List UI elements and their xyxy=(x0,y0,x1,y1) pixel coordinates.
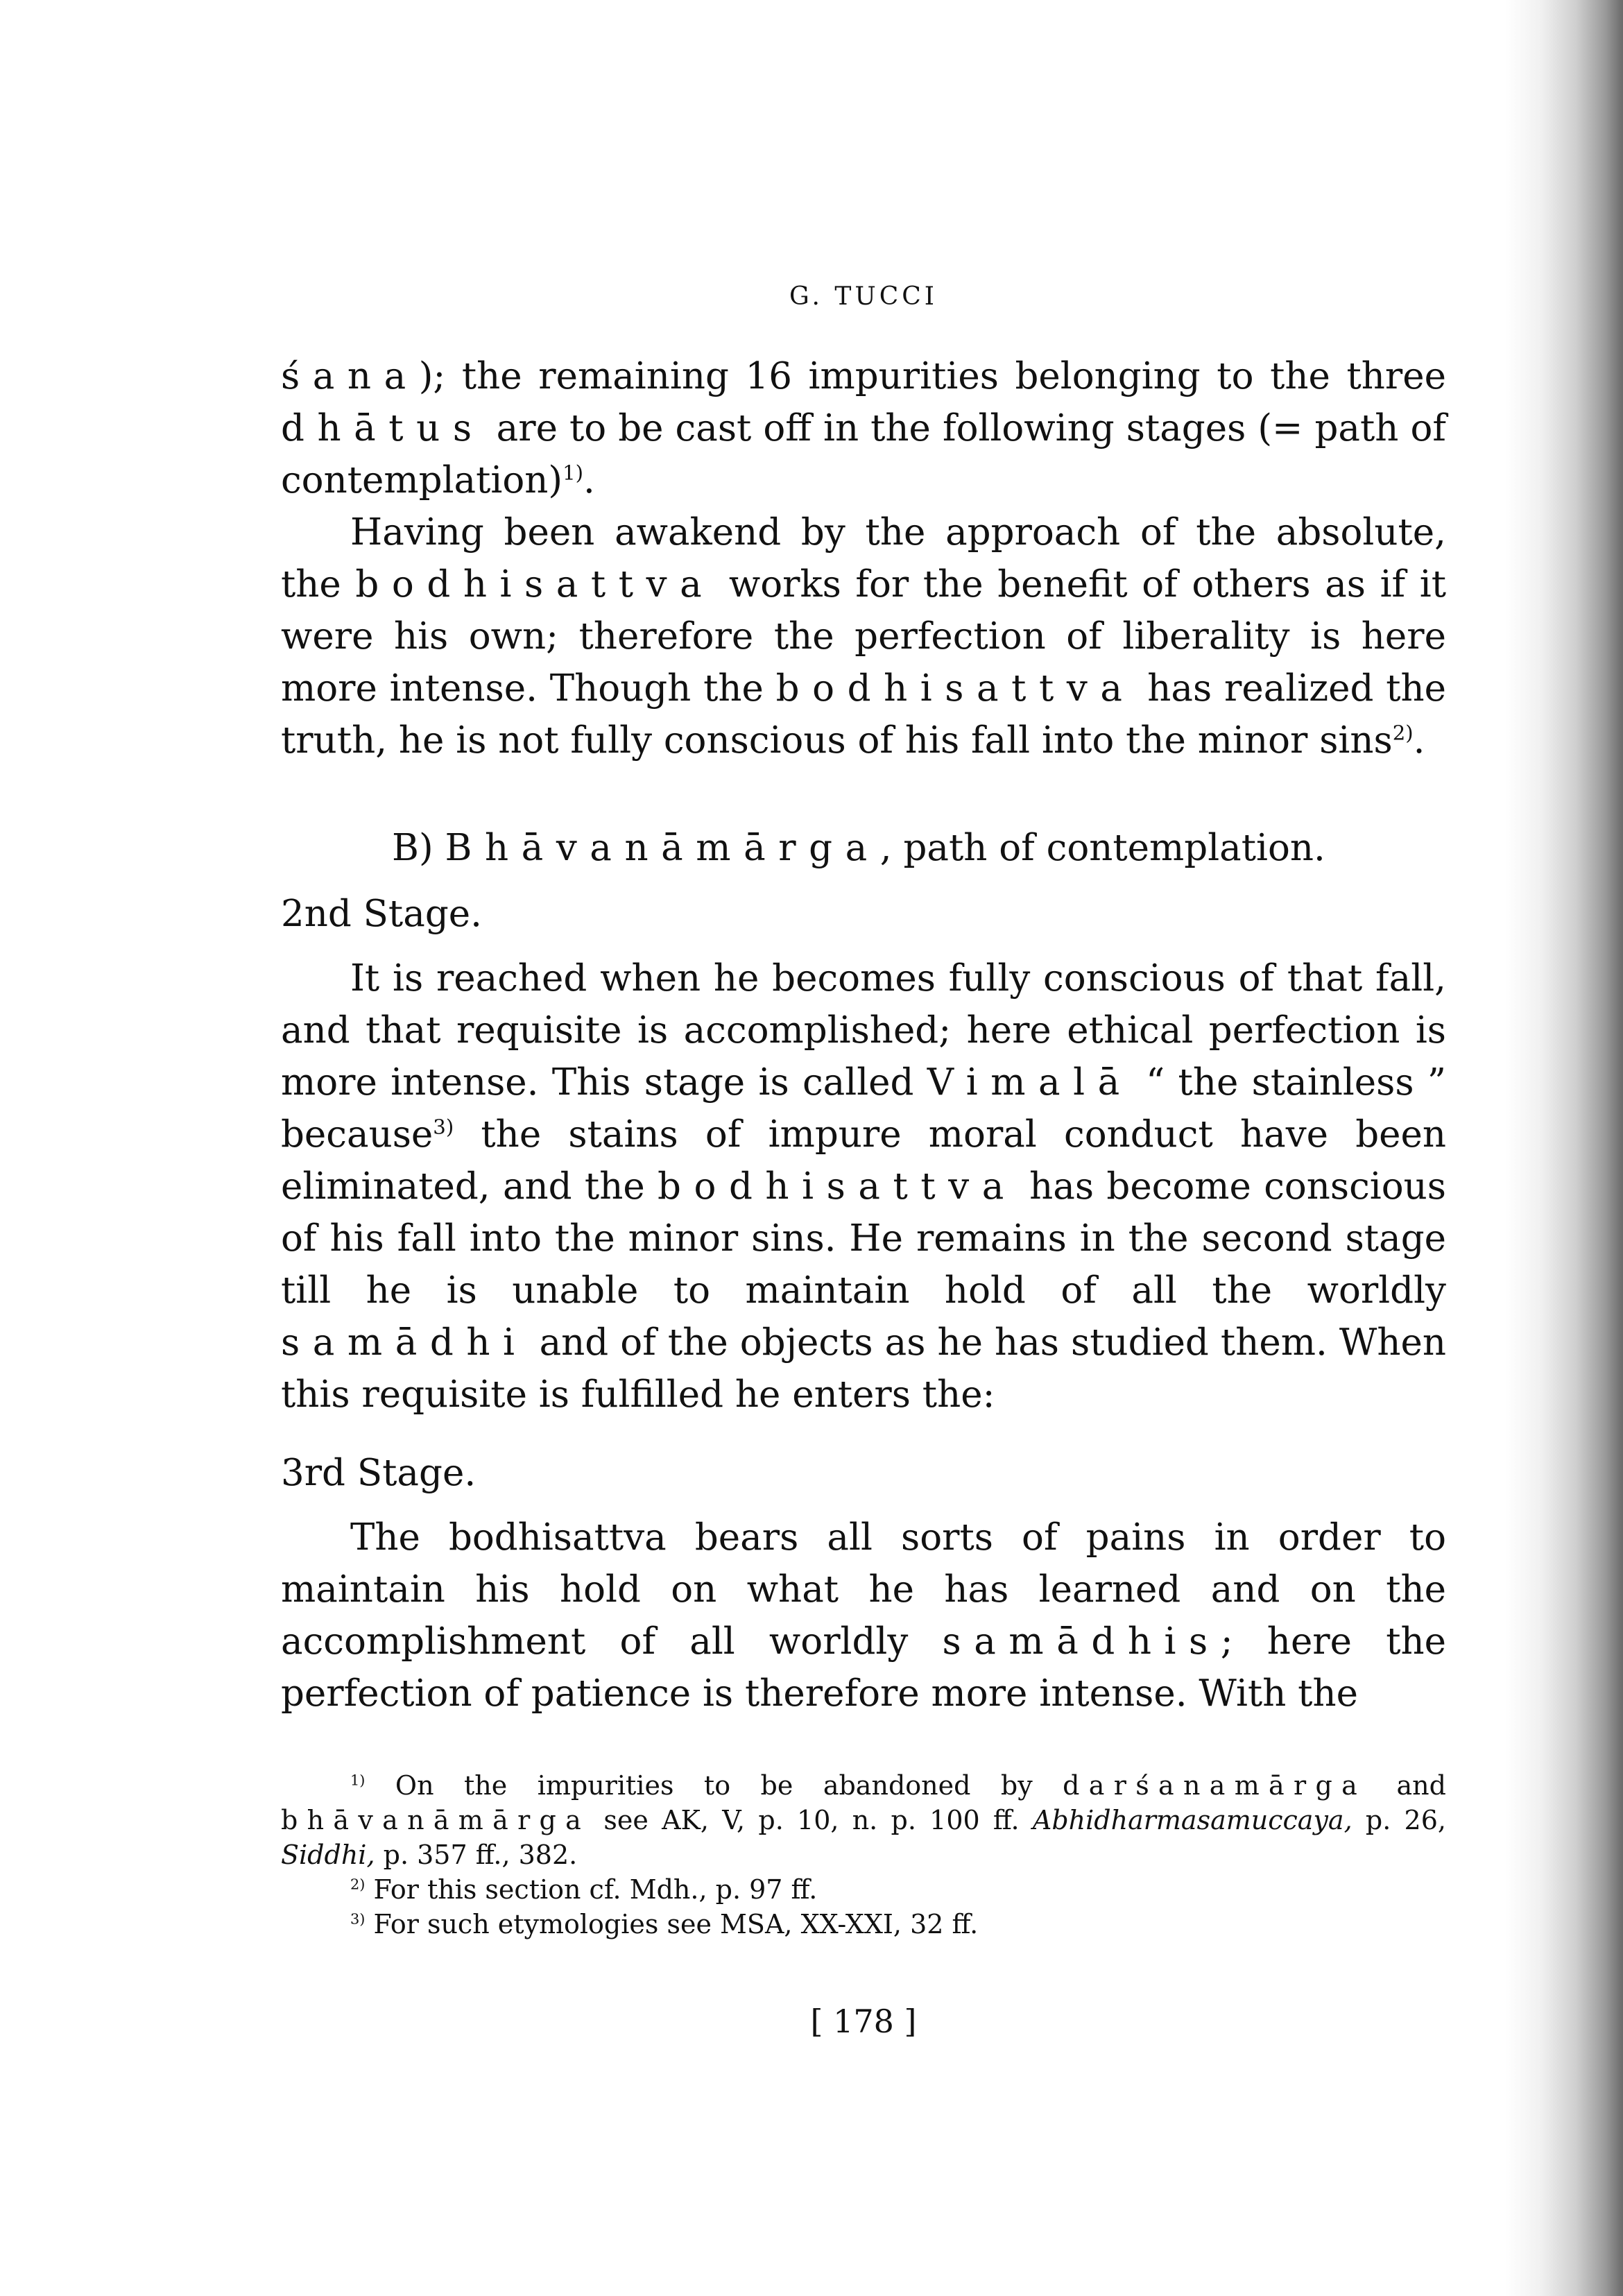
footnote-2: $^{2)}$ For this section cf. Mdh., p. 97 ff. xyxy=(350,1874,818,1905)
running-header: G. TUCCI xyxy=(789,282,938,311)
page-content xyxy=(281,271,1446,2048)
stage-2-heading: 2nd Stage. xyxy=(281,893,482,935)
footnote-ref-1: 1) xyxy=(563,461,584,485)
footnote-3: $^{3)}$ For such etymologies see MSA, XX-XXI, 32 ff. xyxy=(350,1909,979,1939)
page-number: [ 178 ] xyxy=(810,2003,917,2040)
page-gutter-shadow xyxy=(1505,0,1623,2296)
footnotes xyxy=(281,1768,1446,1942)
paragraph-1: śana); the remaining 16 impurities belonging to the three dhātus are to be cast off in the following stages (= path of contemplation)$^{1)}$. xyxy=(281,355,1446,502)
stage-3-heading: 3rd Stage. xyxy=(281,1452,476,1494)
stage-3-paragraph: The bodhisattva bears all sorts of pains in order to maintain his hold on what he has learned and on the accomplishment of all worldly samādhis; here the perfection of patience is therefore more intense. With the xyxy=(281,1516,1446,1715)
footnote-1: $^{1)}$ On the impurities to be abandoned by darśanamārga and bhāvanāmārga see AK, V, p. 10, n. p. 100 ff. Abhidharmasamuccaya, p. 26, Siddhi, p. 357 ff., 382. xyxy=(281,1770,1446,1870)
section-heading-b: B) Bhāvanāmārga, path of contemplation. xyxy=(392,827,1325,869)
stage-2-paragraph: It is reached when he becomes fully conscious of that fall, and that requisite is accomplished; here ethical perfection is more intense. This stage is called Vimalā “ the stainless ” because$^{3)}$ the stains of impure moral conduct have been eliminated, and the bodhisattva has become conscious of his fall into the minor sins. He remains in the second stage till he is unable to maintain hold of all the worldly samādhi and of the objects as he has studied them. When this requisite is fulfilled he enters the: xyxy=(281,957,1446,1416)
footnote-ref-2: 2) xyxy=(1392,721,1414,745)
paragraph-2: Having been awakend by the approach of the absolute, the bodhisattva works for the benefit of others as if it were his own; therefore the perfection of liberality is here more intense. Though the bodhisattva has realized the truth, he is not fully conscious of his fall into the minor sins$^{2)}$. xyxy=(281,511,1447,762)
footnote-ref-3: 3) xyxy=(433,1115,454,1139)
